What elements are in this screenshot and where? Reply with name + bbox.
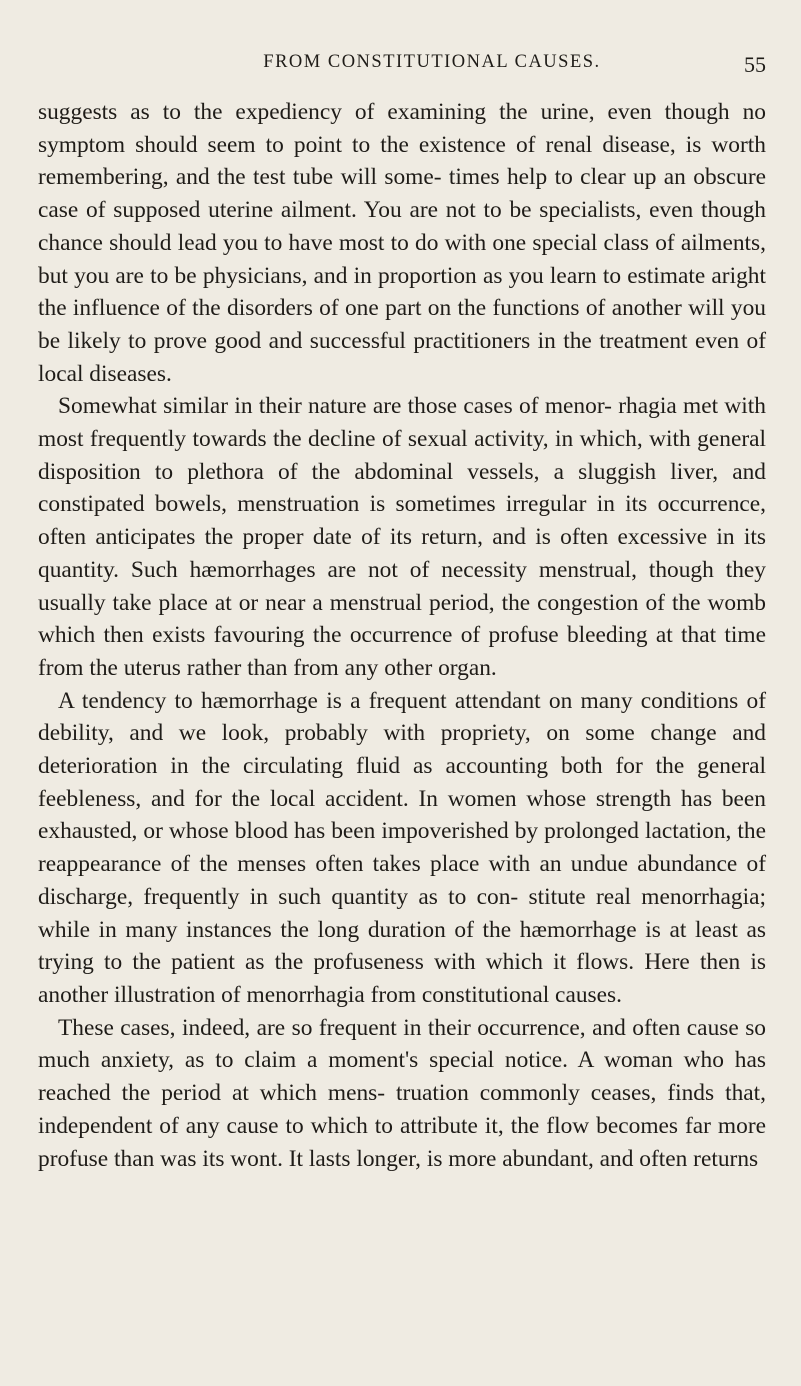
page-number: 55	[744, 52, 766, 77]
paragraph-2: Somewhat similar in their nature are those cases of menor- rhagia met with most frequently towards the decline of sexual activity, in which, with general disposition to plethora of the abdominal vessels, a sluggish liver, and constipated bowels, menstruation is sometimes irregular in its occurrence, often anticipates the proper date of its return, and is often excessive in its quantity. Such hæmorrhages are not of necessity menstrual, though they usually take place at or near a menstrual period, the congestion of the womb which then exists favouring the occurrence of profuse bleeding at that time from the uterus rather than from any other organ.	[38, 393, 766, 681]
paragraph-3: A tendency to hæmorrhage is a frequent attendant on many conditions of debility, and we look, probably with propriety, on some change and deterioration in the circulating fluid as accounting both for the general feebleness, and for the local accident. In women whose strength has been exhausted, or whose blood has been impoverished by prolonged lactation, the reappearance of the menses often takes place with an undue abundance of discharge, frequently in such quantity as to con- stitute real menorrhagia; while in many instances the long duration of the hæmorrhage is at least as trying to the patient as the profuseness with which it flows. Here then is another illustration of menorrhagia from constitutional causes.	[38, 687, 766, 1008]
body-text	[38, 96, 766, 1175]
running-title: FROM CONSTITUTIONAL CAUSES.	[263, 52, 601, 72]
book-page	[38, 52, 766, 1175]
paragraph-1: suggests as to the expediency of examining the urine, even though no symptom should seem to point to the existence of renal disease, is worth remembering, and the test tube will some- times help to clear up an obscure case of supposed uterine ailment. You are not to be specialists, even though chance should lead you to have most to do with one special class of ailments, but you are to be physicians, and in proportion as you learn to estimate aright the influence of the disorders of one part on the functions of another will you be likely to prove good and successful practitioners in the treatment even of local diseases.	[38, 99, 766, 387]
running-header	[38, 52, 766, 78]
paragraph-4: These cases, indeed, are so frequent in their occurrence, and often cause so much anxiety, as to claim a moment's special notice. A woman who has reached the period at which mens- truation commonly ceases, finds that, independent of any cause to which to attribute it, the flow becomes far more profuse than was its wont. It lasts longer, is more abundant, and often returns	[38, 1014, 766, 1172]
